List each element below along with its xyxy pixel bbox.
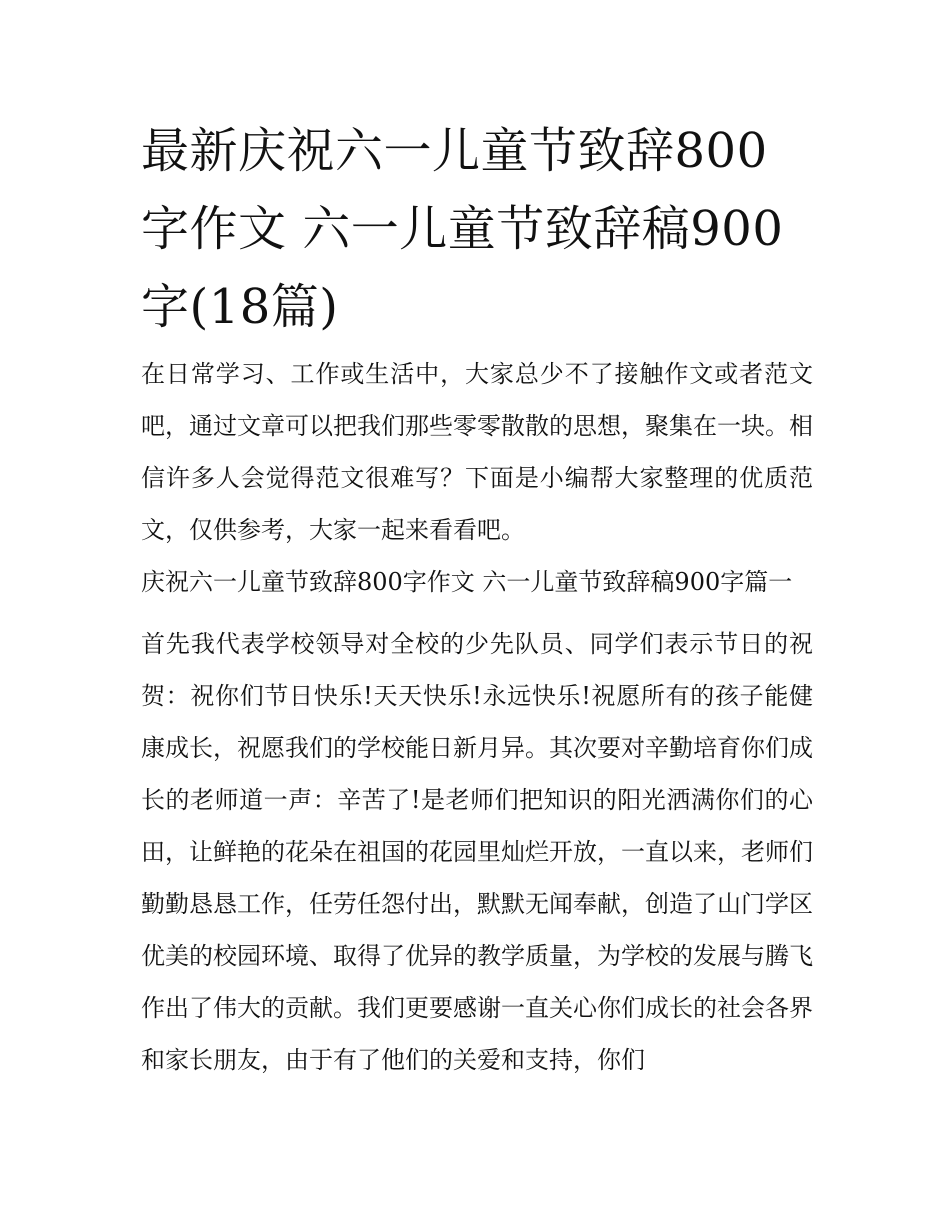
section-heading: 庆祝六一儿童节致辞800字作文 六一儿童节致辞稿900字篇一 [141, 568, 793, 596]
document-content [141, 112, 813, 1086]
section-body-paragraph: 首先我代表学校领导对全校的少先队员、同学们表示节日的祝贺：祝你们节日快乐!天天快乐!永远快乐!祝愿所有的孩子能健康成长，祝愿我们的学校能日新月异。其次要对辛勤培育你们成长的老师道一声：辛苦了!是老师们把知识的阳光洒满你们的心田，让鲜艳的花朵在祖国的花园里灿烂开放，一直以来，老师们勤勤恳恳工作，任劳任怨付出，默默无闻奉献，创造了山门学区优美的校园环境、取得了优异的教学质量，为学校的发展与腾飞作出了伟大的贡献。我们更要感谢一直关心你们成长的社会各界和家长朋友，由于有了他们的关爱和支持，你们 [141, 630, 813, 1074]
intro-paragraph: 在日常学习、工作或生活中，大家总少不了接触作文或者范文吧，通过文章可以把我们那些零零散散的思想，聚集在一块。相信许多人会觉得范文很难写？下面是小编帮大家整理的优质范文，仅供参考，大家一起来看看吧。 [141, 360, 813, 544]
document-title: 最新庆祝六一儿童节致辞800字作文 六一儿童节致辞稿900字(18篇) [141, 123, 784, 335]
